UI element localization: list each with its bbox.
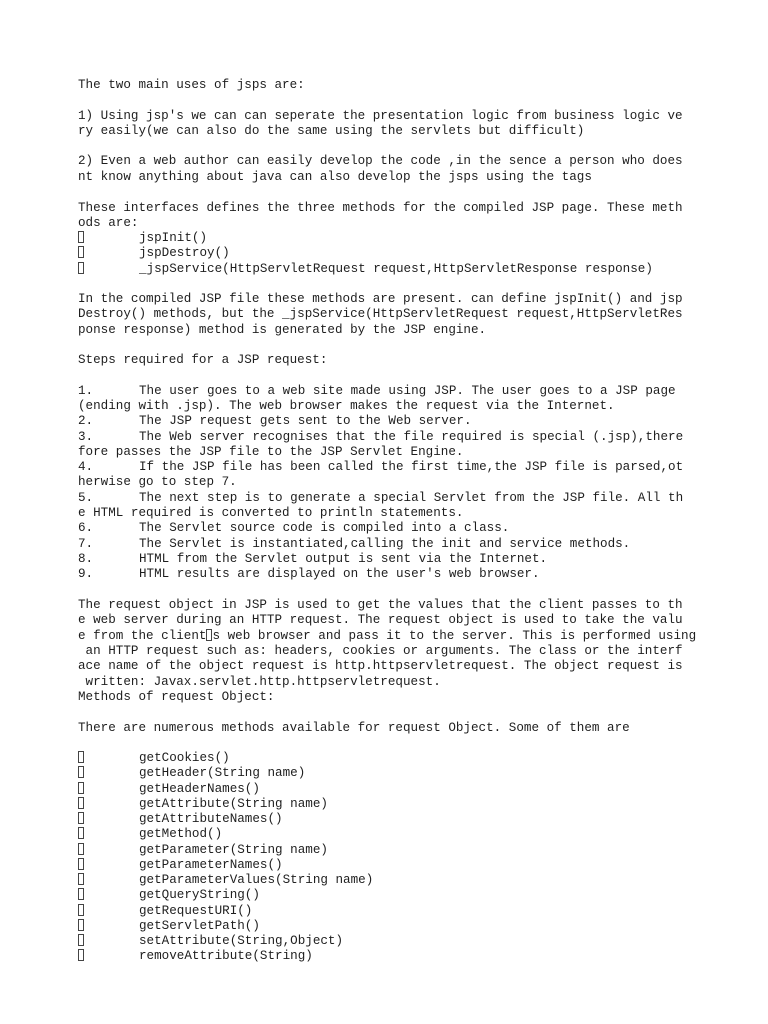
bullet-row	[78, 782, 84, 797]
request-method-item: getParameterNames()	[139, 858, 283, 872]
request-method-item: getRequestURI()	[139, 904, 253, 918]
bullet-row	[78, 843, 84, 858]
request-method-item: getCookies()	[139, 751, 230, 765]
interfaces-line2: ods are:	[78, 216, 139, 230]
step-continuation: herwise go to step 7.	[78, 475, 237, 489]
compiled-line2: Destroy() methods, but the _jspService(HttpServletRequest request,HttpServletRes	[78, 307, 683, 321]
point1-line2: ry easily(we can also do the same using the servlets but difficult)	[78, 124, 585, 138]
bullet-glyph-icon	[78, 919, 84, 931]
bullet-glyph-icon	[78, 766, 84, 778]
step-text: The user goes to a web site made using JSP. The user goes to a JSP page	[139, 384, 676, 398]
request-methods-heading: Methods of request Object:	[78, 690, 275, 704]
bullet-glyph-icon	[78, 843, 84, 855]
bullet-row	[78, 262, 84, 277]
bullet-row	[78, 949, 84, 964]
step-text: HTML from the Servlet output is sent via the Internet.	[139, 552, 548, 566]
bullet-glyph-icon	[78, 949, 84, 961]
request-method-item: getServletPath()	[139, 919, 260, 933]
step-continuation: fore passes the JSP file to the JSP Servlet Engine.	[78, 445, 464, 459]
compiled-line3: ponse response) method is generated by the JSP engine.	[78, 323, 487, 337]
step-text: If the JSP file has been called the first time,the JSP file is parsed,ot	[139, 460, 684, 474]
interface-method: jspInit()	[139, 231, 208, 245]
step-text: The Servlet source code is compiled into a class.	[139, 521, 510, 535]
step-continuation: (ending with .jsp). The web browser makes the request via the Internet.	[78, 399, 615, 413]
bullet-glyph-icon	[78, 827, 84, 839]
step-number: 7.	[78, 537, 94, 551]
step-text: HTML results are displayed on the user's web browser.	[139, 567, 540, 581]
interfaces-line1: These interfaces defines the three methods for the compiled JSP page. These meth	[78, 201, 683, 215]
step-number: 2.	[78, 414, 94, 428]
request-method-item: removeAttribute(String)	[139, 949, 313, 963]
step-text: The JSP request gets sent to the Web server.	[139, 414, 472, 428]
interface-method: jspDestroy()	[139, 246, 230, 260]
interface-method: _jspService(HttpServletRequest request,HttpServletResponse response)	[139, 262, 653, 276]
bullet-glyph-icon	[78, 888, 84, 900]
bullet-row	[78, 934, 84, 949]
bullet-row	[78, 231, 84, 246]
bullet-glyph-icon	[78, 751, 84, 763]
request-method-item: getHeaderNames()	[139, 782, 260, 796]
compiled-line1: In the compiled JSP file these methods are present. can define jspInit() and jsp	[78, 292, 683, 306]
bullet-glyph-icon	[78, 782, 84, 794]
request-line4: an HTTP request such as: headers, cookies or arguments. The class or the interf	[78, 644, 683, 658]
step-number: 8.	[78, 552, 94, 566]
request-method-item: getMethod()	[139, 827, 223, 841]
bullet-row	[78, 812, 84, 827]
step-number: 6.	[78, 521, 94, 535]
request-method-item: setAttribute(String,Object)	[139, 934, 344, 948]
step-text: The Web server recognises that the file required is special (.jsp),there	[139, 430, 684, 444]
point2-line2: nt know anything about java can also develop the jsps using the tags	[78, 170, 592, 184]
request-method-item: getHeader(String name)	[139, 766, 306, 780]
request-line3-part2: s web browser and pass it to the server. This is performed using	[212, 629, 697, 643]
step-number: 9.	[78, 567, 94, 581]
bullet-row	[78, 919, 84, 934]
request-line5: ace name of the object request is http.httpservletrequest. The object request is	[78, 659, 683, 673]
bullet-glyph-icon	[78, 873, 84, 885]
bullet-row	[78, 766, 84, 781]
bullet-glyph-icon	[78, 262, 84, 274]
bullet-row	[78, 751, 84, 766]
step-continuation: e HTML required is converted to println statements.	[78, 506, 464, 520]
step-number: 3.	[78, 430, 94, 444]
request-method-item: getQueryString()	[139, 888, 260, 902]
request-methods-intro: There are numerous methods available for request Object. Some of them are	[78, 721, 630, 735]
bullet-row	[78, 904, 84, 919]
bullet-glyph-icon	[78, 934, 84, 946]
step-number: 4.	[78, 460, 94, 474]
bullet-glyph-icon	[78, 246, 84, 258]
step-text: The Servlet is instantiated,calling the init and service methods.	[139, 537, 631, 551]
request-method-item: getAttribute(String name)	[139, 797, 328, 811]
bullet-glyph-icon	[78, 858, 84, 870]
request-line3	[78, 629, 696, 644]
request-method-item: getAttributeNames()	[139, 812, 283, 826]
bullet-row	[78, 827, 84, 842]
point1-line1: 1) Using jsp's we can can seperate the presentation logic from business logic ve	[78, 109, 683, 123]
request-line3-part1: e from the client	[78, 629, 207, 643]
point2-line1: 2) Even a web author can easily develop the code ,in the sence a person who does	[78, 154, 683, 168]
bullet-row	[78, 873, 84, 888]
request-line6: written: Javax.servlet.http.httpservletrequest.	[78, 675, 441, 689]
request-line2: e web server during an HTTP request. The request object is used to take the valu	[78, 613, 683, 627]
request-method-item: getParameterValues(String name)	[139, 873, 374, 887]
bullet-row	[78, 797, 84, 812]
bullet-glyph-icon	[78, 812, 84, 824]
bullet-glyph-icon	[78, 904, 84, 916]
steps-heading: Steps required for a JSP request:	[78, 353, 328, 367]
step-text: The next step is to generate a special Servlet from the JSP file. All th	[139, 491, 684, 505]
bullet-glyph-icon	[78, 797, 84, 809]
step-number: 5.	[78, 491, 94, 505]
bullet-glyph-icon	[78, 231, 84, 243]
request-line1: The request object in JSP is used to get the values that the client passes to th	[78, 598, 683, 612]
bullet-row	[78, 888, 84, 903]
step-number: 1.	[78, 384, 94, 398]
intro-heading: The two main uses of jsps are:	[78, 78, 305, 92]
bullet-row	[78, 858, 84, 873]
request-method-item: getParameter(String name)	[139, 843, 328, 857]
bullet-row	[78, 246, 84, 261]
